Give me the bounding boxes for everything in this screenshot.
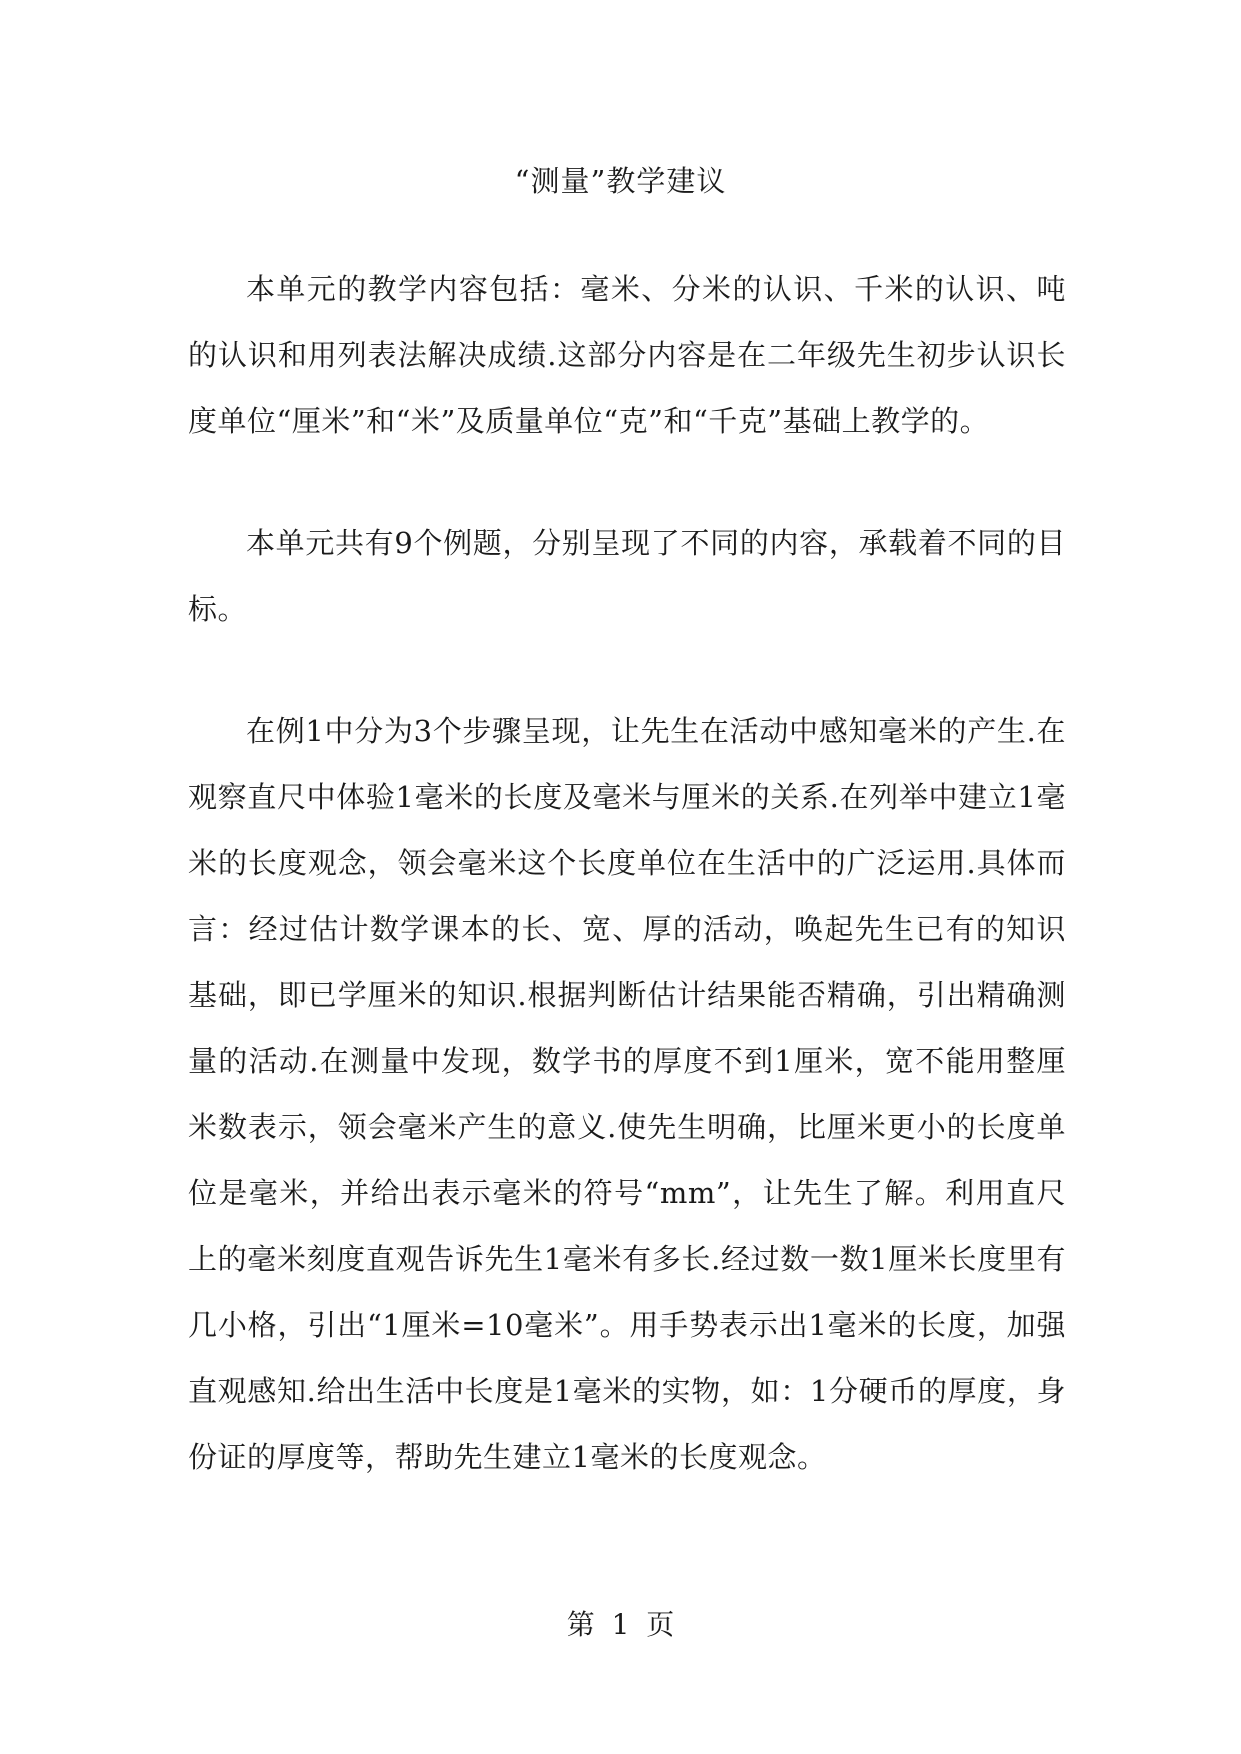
page-number: 第 1 页 (566, 1608, 675, 1641)
document-body (188, 256, 1066, 1546)
paragraph-1: 本单元的教学内容包括：毫米、分米的认识、千米的认识、吨的认识和用列表法解决成绩.这部分内容是在二年级先生初步认识长度单位“厘米”和“米”及质量单位“克”和“千克”基础上教学的。 (188, 272, 1066, 438)
paragraph-3: 在例1中分为3个步骤呈现，让先生在活动中感知毫米的产生.在观察直尺中体验1毫米的长度及毫米与厘米的关系.在列举中建立1毫米的长度观念，领会毫米这个长度单位在生活中的广泛运用.具体而言：经过估计数学课本的长、宽、厚的活动，唤起先生已有的知识基础，即已学厘米的知识.根据判断估计结果能否精确，引出精确测量的活动.在测量中发现，数学书的厚度不到1厘米，宽不能用整厘米数表示，领会毫米产生的意义.使先生明确，比厘米更小的长度单位是毫米，并给出表示毫米的符号“mm”，让先生了解。利用直尺上的毫米刻度直观告诉先生1毫米有多长.经过数一数1厘米长度里有几小格，引出“1厘米=10毫米”。用手势表示出1毫米的长度，加强直观感知.给出生活中长度是1毫米的实物，如：1分硬币的厚度，身份证的厚度等，帮助先生建立1毫米的长度观念。 (188, 714, 1066, 1474)
paragraph-2: 本单元共有9个例题，分别呈现了不同的内容，承载着不同的目标。 (188, 526, 1066, 626)
document-title: “测量”教学建议 (514, 164, 727, 198)
